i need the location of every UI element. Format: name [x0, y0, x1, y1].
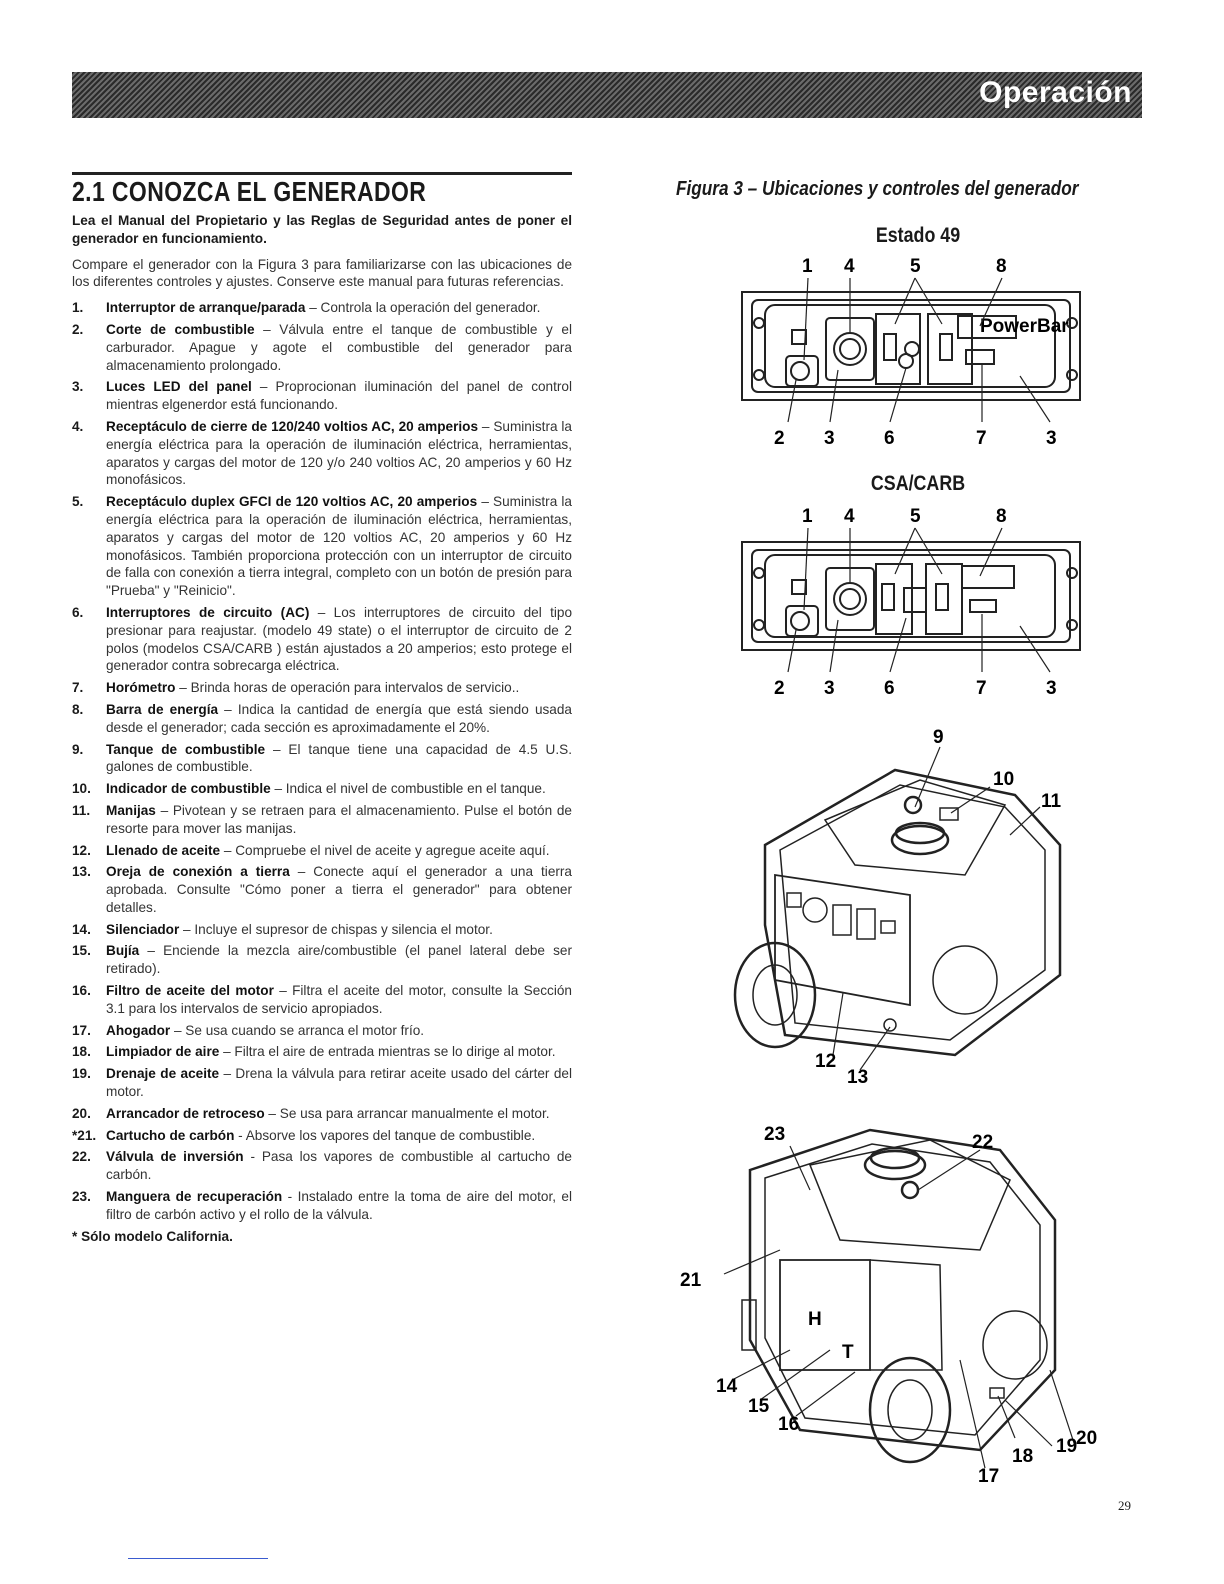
item-number: 14. [72, 921, 91, 937]
callout-1: 1 [802, 506, 813, 527]
item-text [106, 921, 572, 939]
item-term: Receptáculo duplex GFCI de 120 voltios AC, 20 amperios [106, 494, 478, 510]
item-term: Receptáculo de cierre de 120/240 voltios AC, 20 amperios [106, 418, 479, 434]
callout-3: 3 [824, 678, 835, 699]
item-text [106, 1065, 572, 1101]
item-number: 19. [72, 1066, 91, 1082]
callout-17: 17 [978, 1466, 1000, 1487]
item-term: Manijas [106, 802, 156, 818]
item-term: Luces LED del panel [106, 379, 252, 395]
item-text [106, 701, 572, 737]
item-description: – Controla la operación del generador. [305, 300, 541, 316]
item-text [106, 493, 572, 600]
component-item [72, 493, 572, 600]
item-number: 16. [72, 983, 91, 999]
callout-19: 19 [1056, 1436, 1078, 1457]
item-text [106, 1022, 572, 1040]
item-text [106, 1127, 572, 1145]
component-item [72, 741, 572, 777]
item-description: - Instalado entre la toma de aire del motor, el filtro de carbón activo y el rollo de la válvula. [106, 1189, 572, 1222]
callout-2: 2 [774, 678, 785, 699]
item-description: – Enciende la mezcla aire/combustible (el panel lateral debe ser retirado). [106, 943, 572, 977]
callout-6: 6 [884, 428, 895, 449]
callout-5: 5 [910, 256, 921, 277]
item-term: Corte de combustible [106, 321, 255, 337]
component-item [72, 1043, 572, 1061]
item-number: 18. [72, 1044, 91, 1060]
item-text [106, 982, 572, 1018]
item-number: 9. [72, 741, 84, 757]
component-item [72, 802, 572, 838]
hot-label: H [808, 1309, 822, 1330]
component-item [72, 780, 572, 798]
callout-3: 3 [824, 428, 835, 449]
component-item [72, 921, 572, 939]
item-number: *21. [72, 1127, 97, 1143]
item-description: – Se usa para arrancar manualmente el motor. [264, 1105, 550, 1121]
item-number: 15. [72, 943, 91, 959]
item-text [106, 321, 572, 374]
callout-16: 16 [778, 1414, 800, 1435]
component-item [72, 679, 572, 697]
generator-front-diagram [715, 725, 1095, 1095]
footnote: * Sólo modelo California. [72, 1228, 233, 1244]
callout-18: 18 [1012, 1446, 1034, 1467]
item-description: – Suministra la energía eléctrica para la operación de iluminación eléctrica, herramientas, aparatos y cargas del motor de 120 voltios AC, 20 amperios y 60 Hz monofásicos. También proporciona protección con un interruptor de circuito de falla con conexión a tierra integral, completo con un botón de presión para "Prueba" y "Reinicio". [106, 494, 572, 599]
component-item [72, 1188, 572, 1224]
item-term: Válvula de inversión [106, 1149, 244, 1165]
component-item [72, 942, 572, 978]
component-item [72, 1022, 572, 1040]
item-number: 13. [72, 864, 91, 880]
item-text [106, 842, 572, 860]
panel2-label: CSA/CARB [870, 472, 966, 495]
item-number: 2. [72, 321, 84, 337]
callout-13: 13 [847, 1067, 869, 1088]
callout-22: 22 [972, 1132, 994, 1153]
item-text [106, 1043, 572, 1061]
callout-2: 2 [774, 428, 785, 449]
item-term: Llenado de aceite [106, 842, 221, 858]
item-number: 10. [72, 781, 91, 797]
component-item [72, 701, 572, 737]
item-description: – Proprocionan iluminación del panel de control mientras elgenerdor está funcionando. [106, 379, 572, 413]
item-number: 7. [72, 680, 84, 696]
callout-23: 23 [764, 1124, 786, 1145]
item-description: - Pasa los vapores de combustible al cartucho de carbón. [106, 1149, 572, 1183]
item-number: 20. [72, 1105, 91, 1121]
item-text [106, 863, 572, 916]
item-description: – Suministra la energía eléctrica para la operación de iluminación eléctrica, herramientas, aparatos y cargas del motor de 120 y/o 240 voltios AC, 20 amperios y 60 Hz monofásicos. [106, 418, 572, 488]
item-description: – Los interruptores de circuito del tipo presionar para reajustar. (modelo 49 state) o el interruptor de circuito de 2 polos (modelos CSA/CARB ) están ajustados a 20 amperios; esto protege el generador contra sobrecarga eléctrica. [106, 604, 573, 674]
item-number: 3. [72, 379, 84, 395]
control-panel-49-diagram [730, 250, 1090, 450]
item-number: 4. [72, 418, 84, 434]
item-term: Limpiador de aire [106, 1044, 220, 1060]
item-text [106, 802, 572, 838]
item-term: Silenciador [106, 921, 180, 937]
item-term: Interruptor de arranque/parada [106, 300, 306, 316]
component-item [72, 299, 572, 317]
item-description: – Se usa cuando se arranca el motor frío. [170, 1022, 425, 1038]
item-text [106, 378, 572, 414]
component-item [72, 418, 572, 489]
item-number: 17. [72, 1022, 91, 1038]
item-description: – Válvula entre el tanque de combustible y el carburador. Apague y agote el combustible del generador para almacenamiento prolongado. [106, 321, 572, 373]
heading-rule [72, 172, 572, 175]
text-column [72, 212, 572, 1245]
front-callouts [815, 727, 1062, 1088]
section-heading: 2.1 CONOZCA EL GENERADOR [72, 176, 427, 207]
item-term: Filtro de aceite del motor [106, 983, 274, 999]
item-term: Cartucho de carbón [106, 1127, 235, 1143]
item-description: – Drena la válvula para retirar aceite usado del cárter del motor. [106, 1066, 572, 1100]
callout-1: 1 [802, 256, 813, 277]
callout-7: 7 [976, 678, 987, 699]
callout-6: 6 [884, 678, 895, 699]
callout-3b: 3 [1046, 428, 1057, 449]
item-text [106, 299, 572, 317]
callout-3b: 3 [1046, 678, 1057, 699]
generator-rear-diagram [680, 1110, 1100, 1490]
item-description: - Absorve los vapores del tanque de combustible. [234, 1127, 536, 1143]
callout-8: 8 [996, 506, 1007, 527]
figure-title: Figura 3 – Ubicaciones y controles del generador [676, 178, 1079, 200]
item-term: Tanque de combustible [106, 741, 266, 757]
item-term: Horómetro [106, 680, 176, 696]
component-item [72, 1127, 572, 1145]
powerbar-label: PowerBar [980, 316, 1069, 337]
callout-14: 14 [716, 1376, 738, 1397]
item-description: – Compruebe el nivel de aceite y agregue aceite aquí. [220, 842, 550, 858]
control-panel-csa-diagram [730, 500, 1090, 700]
item-text [106, 741, 572, 777]
component-item [72, 863, 572, 916]
item-text [106, 418, 572, 489]
item-term: Drenaje de aceite [106, 1066, 220, 1082]
item-number: 11. [72, 802, 91, 818]
component-list [72, 299, 572, 1223]
item-term: Oreja de conexión a tierra [106, 864, 290, 880]
callout-8: 8 [996, 256, 1007, 277]
item-number: 22. [72, 1149, 91, 1165]
callout-4: 4 [844, 506, 855, 527]
item-description: – Brinda horas de operación para intervalos de servicio.. [175, 680, 520, 696]
item-term: Ahogador [106, 1022, 171, 1038]
item-description: – Filtra el aire de entrada mientras se lo dirige al motor. [219, 1044, 556, 1060]
item-text [106, 1105, 572, 1123]
component-item [72, 982, 572, 1018]
item-term: Arrancador de retroceso [106, 1105, 265, 1121]
component-item [72, 1065, 572, 1101]
item-term: Barra de energía [106, 701, 219, 717]
item-text [106, 942, 572, 978]
component-item [72, 604, 572, 675]
hot-label-t: T [842, 1342, 854, 1363]
callout-9: 9 [933, 727, 944, 748]
component-item [72, 1148, 572, 1184]
item-text [106, 1188, 572, 1224]
callout-15: 15 [748, 1396, 770, 1417]
item-text [106, 780, 572, 798]
section-banner [72, 72, 1142, 118]
item-description: – Indica el nivel de combustible en el tanque. [270, 781, 546, 797]
item-description: – Conecte aquí el generador a una tierra aprobada. Consulte "Cómo poner a tierra el generador" para obtener detalles. [106, 864, 572, 915]
component-item [72, 378, 572, 414]
item-number: 5. [72, 494, 84, 510]
callout-12: 12 [815, 1051, 837, 1072]
banner-title: Operación [979, 76, 1132, 109]
item-term: Manguera de recuperación [106, 1189, 283, 1205]
item-text [106, 604, 572, 675]
item-description: – Pivotean y se retraen para el almacenamiento. Pulse el botón de resorte para mover las manijas. [106, 802, 572, 836]
page-number: 29 [1118, 1498, 1131, 1513]
item-text [106, 679, 572, 697]
item-description: – Filtra el aceite del motor, consulte la Sección 3.1 para los intervalos de servicio apropiados. [106, 983, 572, 1016]
item-number: 6. [72, 604, 84, 620]
item-term: Indicador de combustible [106, 781, 271, 797]
item-number: 12. [72, 842, 91, 858]
item-term: Interruptores de circuito (AC) [106, 604, 310, 620]
item-number: 1. [72, 300, 84, 316]
item-term: Bujía [106, 943, 140, 959]
callout-11: 11 [1041, 791, 1062, 812]
intro-bold: Lea el Manual del Propietario y las Reglas de Seguridad antes de poner el generador en funcionamiento. [72, 213, 572, 246]
item-description: – Incluye el supresor de chispas y silencia el motor. [179, 921, 493, 937]
callout-10: 10 [993, 769, 1015, 790]
callout-4: 4 [844, 256, 855, 277]
callout-20: 20 [1076, 1428, 1098, 1449]
panel1-label: Estado 49 [875, 224, 961, 247]
intro-paragraph: Compare el generador con la Figura 3 para familiarizarse con las ubicaciones de los diferentes controles y ajustes. Conserve este manual para futuras referencias. [72, 256, 572, 290]
item-text [106, 1148, 572, 1184]
callout-5: 5 [910, 506, 921, 527]
item-number: 23. [72, 1189, 91, 1205]
callout-7: 7 [976, 428, 987, 449]
callout-21: 21 [680, 1270, 702, 1291]
bottom-link-line [128, 1558, 268, 1559]
component-item [72, 1105, 572, 1123]
component-item [72, 321, 572, 374]
item-description: – El tanque tiene una capacidad de 4.5 U.S. galones de combustible. [106, 741, 572, 775]
item-number: 8. [72, 701, 84, 717]
component-item [72, 842, 572, 860]
item-description: – Indica la cantidad de energía que está siendo usada desde el generador; cada sección es aproximadamente el 20%. [106, 701, 572, 735]
